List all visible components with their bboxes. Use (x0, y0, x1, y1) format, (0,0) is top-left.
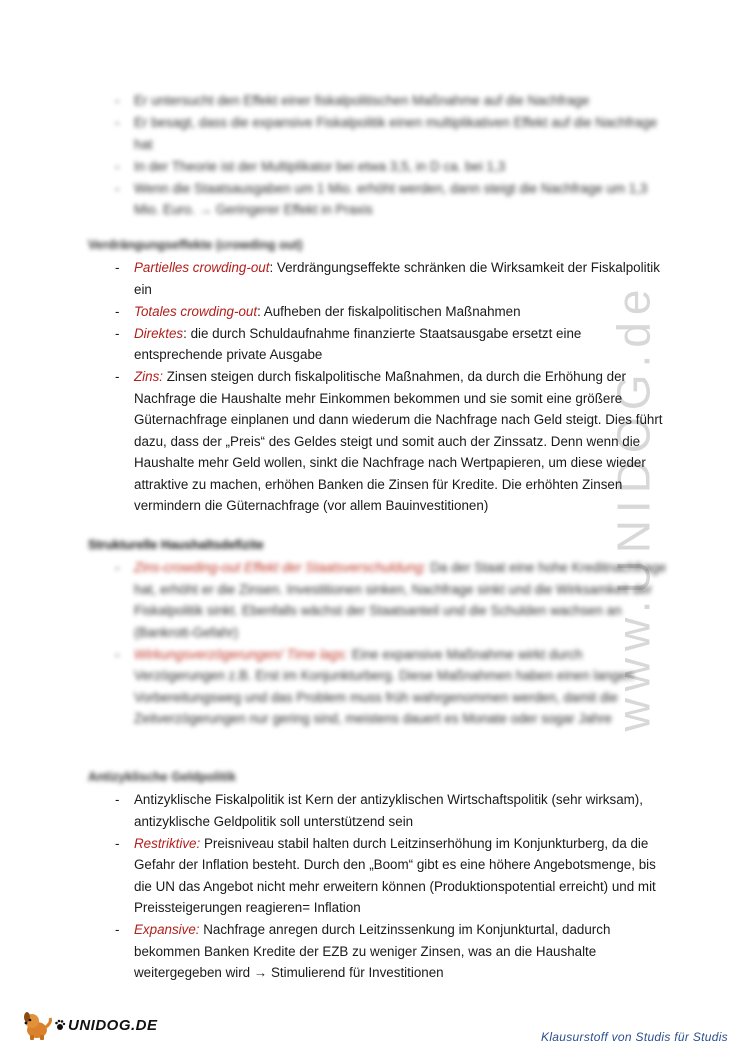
list-item: - Wirkungsverzögerungen/ Time lags: Eine expansive Maßnahme wirkt durch Verzögerungen z.B. Erst im Konjunkturberg. Diese Maßnahmen haben einen langen Vorbereitungsweg und das Problem muss früh wahrgenommen werden, damit die Zeitverzögerungen nur gering sind, meistens dauert es Monate oder sogar Jahre (115, 646, 634, 726)
term-label: Wirkungsverzögerungen/ Time lags: (134, 646, 349, 662)
item-text: : die durch Schuldaufnahme finanzierte Staatsausgabe ersetzt eine entsprechende private Ausgabe (134, 325, 582, 362)
crowding-out-list (88, 257, 668, 517)
monetary-policy-section (88, 770, 668, 984)
list-item: - Partielles crowding-out: Verdrängungseffekte schränken die Wirksamkeit der Fiskalpolitik ein (115, 260, 660, 297)
unidog-logo (20, 1008, 158, 1042)
item-text: Nachfrage anregen durch Leitzinssenkung im Konjunkturtal, dadurch bekommen Banken Kredite der EZB zu weniger Zinsen, was an die Haushalte weitergegeben wird → Stimulierend für Investitionen (134, 922, 611, 980)
term-label: Expansive: (134, 922, 200, 937)
list-item: - Antizyklische Fiskalpolitik ist Kern der antizyklischen Wirtschaftspolitik (sehr wirksam), antizyklische Geldpolitik soll unterstützend sein (115, 792, 643, 829)
item-text: Er untersucht den Effekt einer fiskalpolitischen Maßnahme auf die Nachfrage (134, 93, 590, 108)
list-item: - Totales crowding-out: Aufheben der fiskalpolitischen Maßnahmen (115, 303, 521, 319)
list-item: - Wenn die Staatsausgaben um 1 Mio. erhöht werden, dann steigt die Nachfrage um 1,3 Mio. Euro. → Geringerer Effekt in Praxis (115, 180, 648, 217)
item-text: Wenn die Staatsausgaben um 1 Mio. erhöht werden, dann steigt die Nachfrage um 1,3 Mio. Euro. → Geringerer Effekt in Praxis (134, 180, 648, 217)
item-text: In der Theorie ist der Multiplikator bei etwa 3,5, in D ca. bei 1,3 (134, 158, 506, 174)
section-heading: Strukturelle Haushaltsdefizite (88, 538, 264, 552)
item-text: Eine expansive Maßnahme wirkt durch Verzögerungen z.B. Erst im Konjunkturberg. Diese Maßnahmen haben einen langen Vorbereitungsweg und das Problem muss früh wahrgenommen werden, damit die Zeitverzögerungen nur gering sind, meistens dauert es Monate oder sogar Jahre (134, 646, 634, 726)
term-label: Direktes (134, 325, 184, 341)
term-label: Zins-crowding-out Effekt der Staatsverschuldung: (134, 560, 427, 575)
structural-deficit-list (88, 557, 668, 730)
term-label: Zins: (134, 369, 164, 384)
list-item: - Zins-crowding-out Effekt der Staatsverschuldung: Da der Staat eine hohe Kreditnachfrage hat, erhöht er die Zinsen. Investitionen sinken, Nachfrage sinkt und die Wirksamkeit der Fiskalpolitik sinkt. Ebenfalls wächst der Staatsanteil und die Schulden wachsen an (Bankrott-Gefahr) (115, 560, 667, 640)
term-label: Totales crowding-out (134, 303, 258, 319)
crowding-out-section (88, 238, 668, 517)
watermark-text: www.UNIDOG.de (607, 282, 660, 732)
term-label: Partielles crowding-out (134, 260, 270, 275)
item-text: Antizyklische Fiskalpolitik ist Kern der antizyklischen Wirtschaftspolitik (sehr wirksam), antizyklische Geldpolitik soll unterstützend sein (134, 792, 643, 829)
list-item: - Restriktive: Preisniveau stabil halten durch Leitzinserhöhung im Konjunkturberg, da die Gefahr der Inflation besteht. Durch den „Boom“ gibt es eine höhere Angebotsmenge, bis die UN das Angebot nicht mehr erweitern können (Produktionspotential erreicht) und mit Preissteigerungen reagieren= Inflation (115, 835, 656, 915)
list-item: - Expansive: Nachfrage anregen durch Leitzinssenkung im Konjunkturtal, dadurch bekommen Banken Kredite der EZB zu weniger Zinsen, was an die Haushalte weitergegeben wird → Stimulierend für Investitionen (115, 922, 611, 980)
item-text: : Verdrängungseffekte schränken die Wirksamkeit der Fiskalpolitik ein (134, 260, 660, 297)
item-text: Zinsen steigen durch fiskalpolitische Maßnahmen, da durch die Erhöhung der Nachfrage die Haushalte mehr Einkommen bekommen und sie somit eine größere Güternachfrage einplanen und dann wiederum die Nachfrage nach Geld steigt. Dies führt dazu, dass der „Preis“ des Geldes steigt und somit auch der Zinssatz. Denn wenn die Haushalte mehr Geld wollen, sinkt die Nachfrage nach Wertpapieren, um diese wieder attraktive zu machen, erhöhen Banken die Zinsen für Kredite. Die erhöhten Zinsen vermindern die Güternachfrage (vor allem Bauinvestitionen) (134, 369, 663, 513)
footer-tagline: Klausurstoff von Studis für Studis (541, 1030, 728, 1044)
item-text: Preisniveau stabil halten durch Leitzinserhöhung im Konjunkturberg, da die Gefahr der Inflation besteht. Durch den „Boom“ gibt es eine höhere Angebotsmenge, bis die UN das Angebot nicht mehr erweitern können (Produktionspotential erreicht) und mit Preissteigerungen reagieren= Inflation (134, 835, 656, 915)
list-item: - Er besagt, dass die expansive Fiskalpolitik einen multiplikativen Effekt auf die Nachfrage hat (115, 115, 658, 152)
list-item: - Er untersucht den Effekt einer fiskalpolitischen Maßnahme auf die Nachfrage (115, 93, 590, 108)
section-heading: Antizyklische Geldpolitik (88, 770, 236, 784)
item-text: Er besagt, dass die expansive Fiskalpolitik einen multiplikativen Effekt auf die Nachfrage hat (134, 115, 658, 152)
multiplier-section (88, 90, 668, 221)
paw-icon (54, 1019, 66, 1031)
logo-text: UNIDOG.DE (68, 1016, 158, 1034)
multiplier-list (88, 90, 668, 221)
structural-deficit-section (88, 538, 668, 730)
item-text: Da der Staat eine hohe Kreditnachfrage hat, erhöht er die Zinsen. Investitionen sinken, Nachfrage sinkt und die Wirksamkeit der Fiskalpolitik sinkt. Ebenfalls wächst der Staatsanteil und die Schulden wachsen an (Bankrott-Gefahr) (134, 560, 667, 640)
item-text: : Aufheben der fiskalpolitischen Maßnahmen (257, 303, 521, 319)
monetary-policy-list (88, 789, 668, 984)
list-item: - Direktes: die durch Schuldaufnahme finanzierte Staatsausgabe ersetzt eine entsprechende private Ausgabe (115, 325, 582, 362)
section-heading: Verdrängungseffekte (crowding out) (88, 238, 303, 252)
list-item: - In der Theorie ist der Multiplikator bei etwa 3,5, in D ca. bei 1,3 (115, 158, 506, 174)
term-label: Restriktive: (134, 835, 201, 851)
list-item: - Zins: Zinsen steigen durch fiskalpolitische Maßnahmen, da durch die Erhöhung der Nachfrage die Haushalte mehr Einkommen bekommen und sie somit eine größere Güternachfrage einplanen und dann wiederum die Nachfrage nach Geld steigt. Dies führt dazu, dass der „Preis“ des Geldes steigt und somit auch der Zinssatz. Denn wenn die Haushalte mehr Geld wollen, sinkt die Nachfrage nach Wertpapieren, um diese wieder attraktive zu machen, erhöhen Banken die Zinsen für Kredite. Die erhöhten Zinsen vermindern die Güternachfrage (vor allem Bauinvestitionen) (115, 369, 663, 513)
dog-mascot-icon (20, 1008, 54, 1042)
